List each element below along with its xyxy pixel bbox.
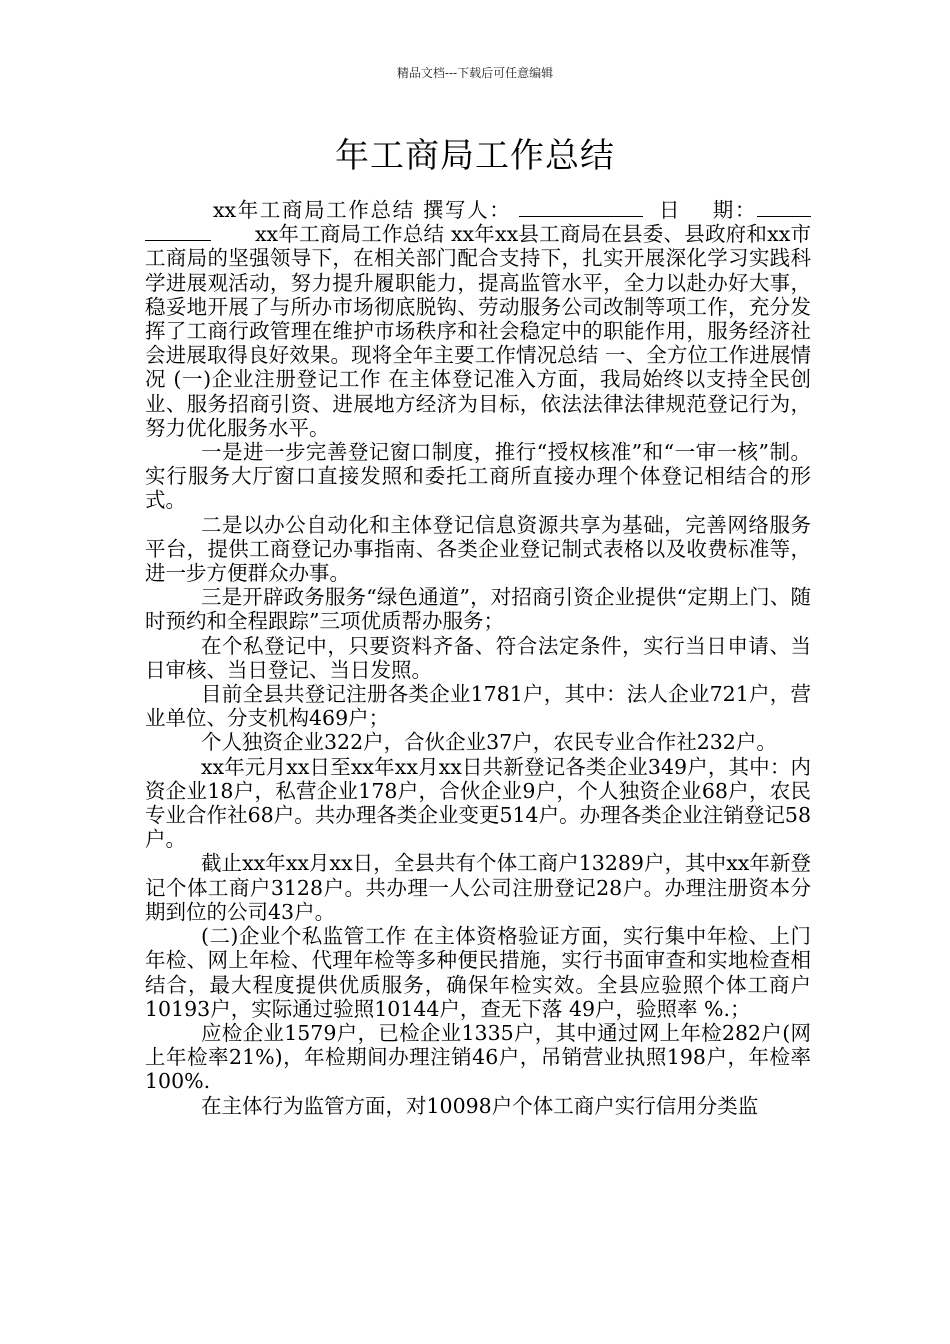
intro-paragraph: [145, 198, 811, 440]
paragraph: 三是开辟政务服务“绿色通道”，对招商引资企业提供“定期上门、随时预约和全程跟踪”三项优质帮办服务；: [145, 585, 811, 634]
intro-text: xx年工商局工作总结 xx年xx县工商局在县委、县政府和xx市工商局的坚强领导下，在相关部门配合支持下，扎实开展深化学习实践科学进展观活动，努力提升履职能力，提高监管水平，全力以赴办好大事，稳妥地开展了与所办市场彻底脱钩、劳动服务公司改制等项工作，充分发挥了工商行政管理在维护市场秩序和社会稳定中的职能作用，服务经济社会进展取得良好效果。现将全年主要工作情况总结 一、全方位工作进展情况 (一)企业注册登记工作 在主体登记准入方面，我局始终以支持全民创业、服务招商引资、进展地方经济为目标，依法法律法律规范登记行为，努力优化服务水平。: [145, 222, 811, 440]
paragraph: 应检企业1579户，已检企业1335户，其中通过网上年检282户(网上年检率21%)，年检期间办理注销46户，吊销营业执照198户，年检率 100%.: [145, 1020, 811, 1094]
paragraph: xx年元月xx日至xx年xx月xx日共新登记各类企业349户，其中：内资企业18户，私营企业178户，合伙企业9户，个人独资企业68户，农民专业合作社68户。共办理各类企业变更514户。办理各类企业注销登记58户。: [145, 754, 811, 852]
paragraph: 截止xx年xx月xx日，全县共有个体工商户13289户，其中xx年新登记个体工商户3128户。共办理一人公司注册登记28户。办理注册资本分期到位的公司43户。: [145, 851, 811, 924]
date-blank: [757, 198, 811, 217]
page-header-note: 精品文档---下载后可任意编辑: [396, 66, 554, 80]
date-label: 日: [657, 198, 682, 222]
paragraph: 在个私登记中，只要资料齐备、符合法定条件，实行当日申请、当日审核、当日登记、当日发照。: [145, 633, 811, 682]
paragraph: (二)企业个私监管工作 在主体资格验证方面，实行集中年检、上门年检、网上年检、代理年检等多种便民措施，实行书面审查和实地检查相结合，最大程度提供优质服务，确保年检实效。全县应验照个体工商户10193户，实际通过验照10144户，查无下落 49户，验照率 %.；: [145, 924, 811, 1021]
paragraph: 在主体行为监管方面，对10098户个体工商户实行信用分类监: [201, 1093, 759, 1118]
paragraph: 目前全县共登记注册各类企业1781户，其中：法人企业721户，营业单位、分支机构469户；: [145, 682, 811, 731]
intro-lead: xx年工商局工作总结 撰写人：: [213, 198, 512, 222]
document-body: [145, 198, 811, 1118]
paragraph: 一是进一步完善登记窗口制度，推行“授权核准”和“一审一核”制。实行服务大厅窗口直接发照和委托工商所直接办理个体登记相结合的形式。: [145, 440, 811, 513]
paragraph: 个人独资企业322户，合伙企业37户，农民专业合作社232户。: [201, 730, 777, 755]
document-title: 年工商局工作总结: [335, 136, 615, 176]
date-blank-continued: [145, 222, 211, 241]
paragraph: 二是以办公自动化和主体登记信息资源共享为基础，完善网络服务平台，提供工商登记办事指南、各类企业登记制式表格以及收费标准等，进一步方便群众办事。: [145, 512, 811, 586]
date-label-2: 期：: [711, 198, 758, 222]
author-blank: [519, 198, 643, 217]
